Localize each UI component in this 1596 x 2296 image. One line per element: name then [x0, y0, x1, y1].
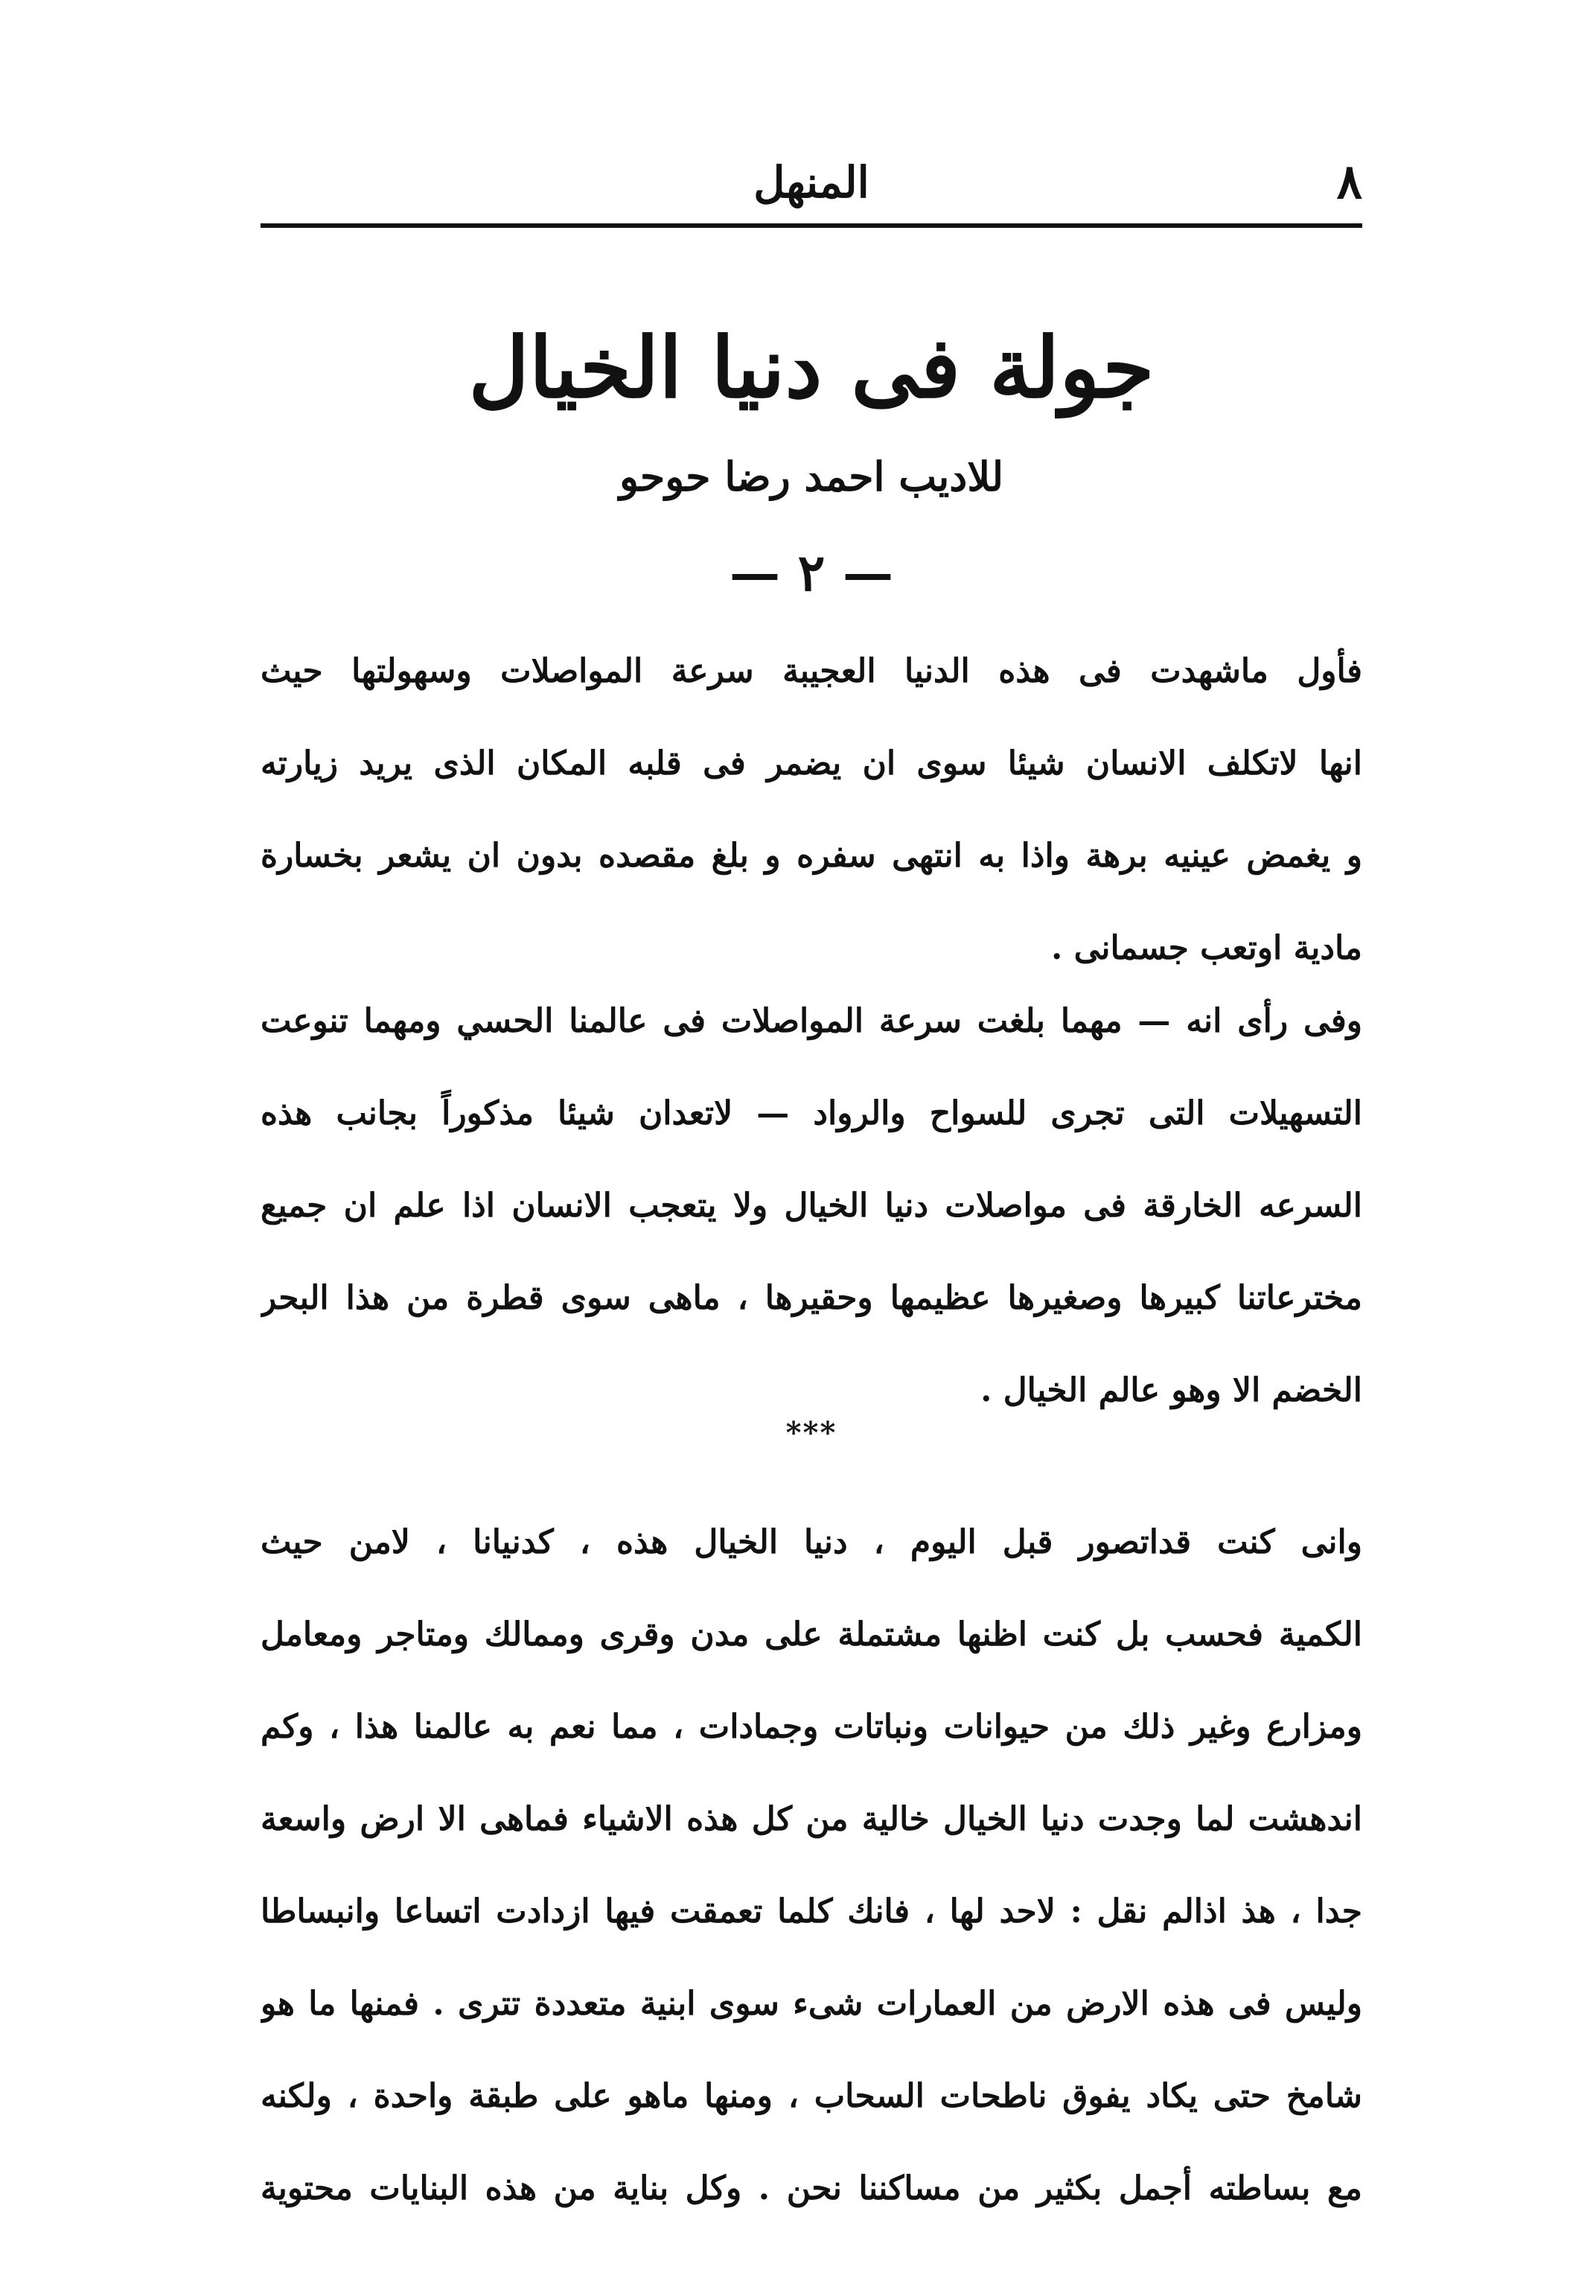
text-line: جدا ، هذ اذالم نقل : لاحد لها ، فانك كلما تعمقت فيها ازدادت اتساعا وانبساطا — [261, 1892, 1362, 1930]
text-line: شامخ حتى يكاد يفوق ناطحات السحاب ، ومنها ماهو على طبقة واحدة ، ولكنه — [261, 2077, 1362, 2115]
article-title: جولة فى دنيا الخيال — [468, 319, 1155, 417]
text-line: وليس فى هذه الارض من العمارات شىء سوى ابنية متعددة تترى . فمنها ما هو — [261, 1985, 1362, 2023]
text-line: ومزارع وغير ذلك من حيوانات ونباتات وجمادات ، مما نعم به عالمنا هذا ، وكم — [261, 1708, 1362, 1746]
page-header — [261, 149, 1362, 223]
paragraph-2 — [261, 975, 1362, 1437]
text-line: وفى رأى انه — مهما بلغت سرعة المواصلات فى عالمنا الحسي ومهما تنوعت — [261, 1002, 1362, 1040]
paragraph-1 — [261, 625, 1362, 995]
text-line: الكمية فحسب بل كنت اظنها مشتملة على مدن وقرى وممالك ومتاجر ومعامل — [261, 1616, 1362, 1654]
part-number: — ٢ — — [730, 543, 893, 603]
section-separator: *** — [785, 1415, 837, 1450]
running-title: المنهل — [753, 157, 869, 208]
text-line: و يغمض عينيه برهة واذا به انتهى سفره و بلغ مقصده بدون ان يشعر بخسارة — [261, 837, 1362, 875]
page-number: ٨ — [1336, 154, 1362, 210]
text-line: الخضم الا وهو عالم الخيال . — [980, 1371, 1362, 1409]
paragraph-3 — [261, 1496, 1362, 2235]
text-line: السرعه الخارقة فى مواصلات دنيا الخيال ولا يتعجب الانسان اذا علم ان جميع — [261, 1187, 1362, 1225]
text-line: مادية اوتعب جسمانى . — [1050, 929, 1362, 967]
article-byline: للاديب احمد رضا حوحو — [619, 453, 1004, 500]
text-line: وانى كنت قداتصور قبل اليوم ، دنيا الخيال هذه ، كدنيانا ، لامن حيث — [261, 1523, 1362, 1561]
text-line: مع بساطته أجمل بكثير من مساكننا نحن . وكل بناية من هذه البنايات محتوية — [261, 2169, 1362, 2207]
text-line: التسهيلات التى تجرى للسواح والرواد — لاتعدان شيئا مذكوراً بجانب هذه — [261, 1094, 1362, 1132]
text-line: مخترعاتنا كبيرها وصغيرها عظيمها وحقيرها ، ماهى سوى قطرة من هذا البحر — [261, 1279, 1362, 1317]
text-line: فأول ماشهدت فى هذه الدنيا العجيبة سرعة المواصلات وسهولتها حيث — [261, 652, 1362, 690]
header-divider — [261, 223, 1362, 228]
text-line: انها لاتكلف الانسان شيئا سوى ان يضمر فى قلبه المكان الذى يريد زيارته — [261, 744, 1362, 782]
text-line: اندهشت لما وجدت دنيا الخيال خالية من كل هذه الاشياء فماهى الا ارض واسعة — [261, 1800, 1362, 1838]
